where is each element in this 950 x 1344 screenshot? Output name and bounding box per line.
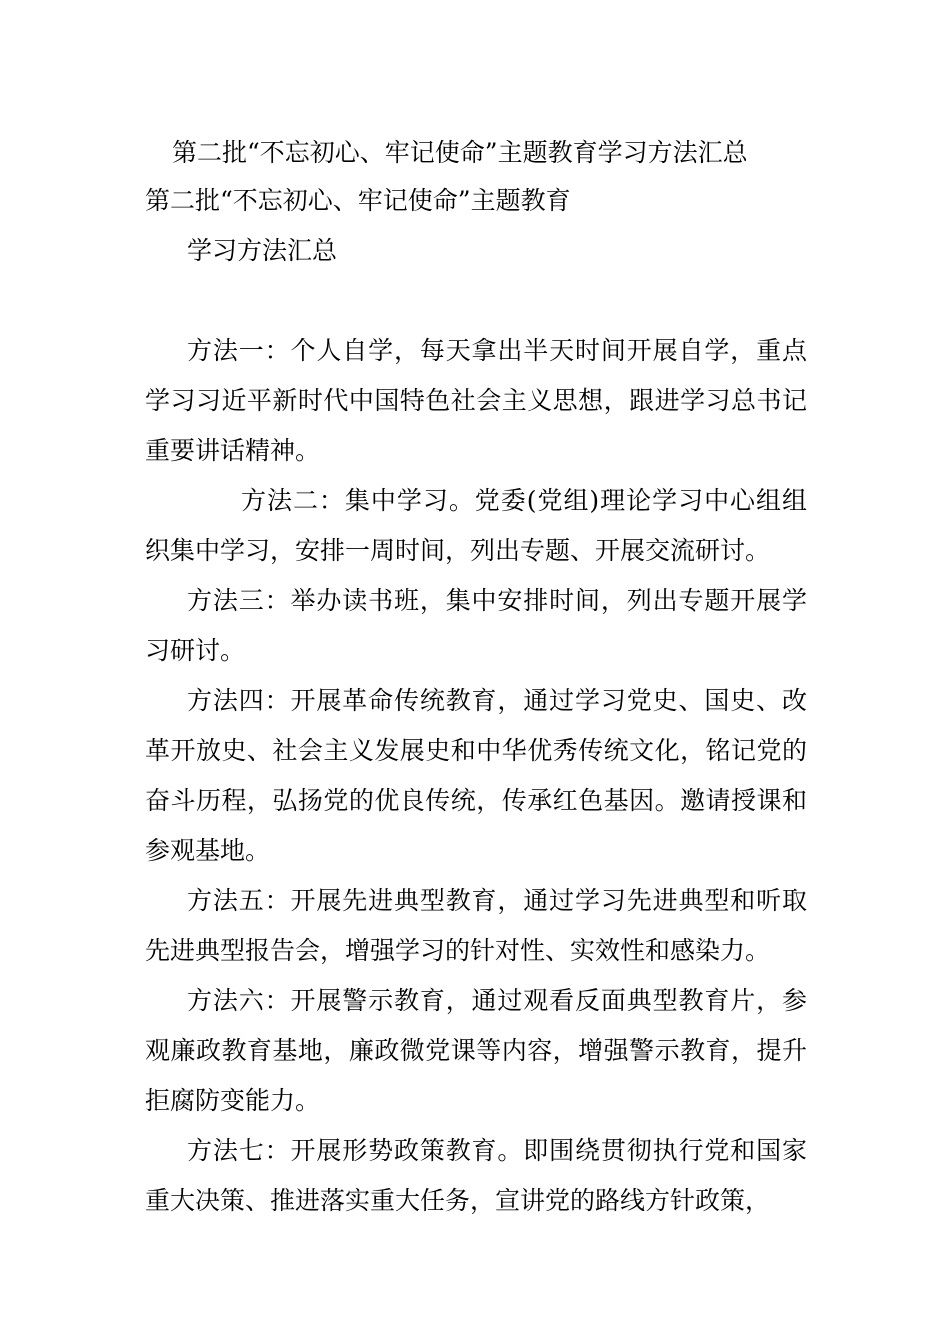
paragraph-method-5: 方法五：开展先进典型教育，通过学习先进典型和听取先进典型报告会，增强学习的针对性、实效性和感染力。 xyxy=(145,886,807,965)
paragraph-method-1: 方法一：个人自学，每天拿出半天时间开展自学，重点学习习近平新时代中国特色社会主义思想，跟进学习总书记重要讲话精神。 xyxy=(145,336,807,465)
subtitle-line-1: 第二批“不忘初心、牢记使命”主题教育 xyxy=(145,186,571,215)
paragraph-method-2: 方法二：集中学习。党委(党组)理论学习中心组组织集中学习，安排一周时间，列出专题、开展交流研讨。 xyxy=(145,486,807,565)
paragraph-method-7: 方法七：开展形势政策教育。即围绕贯彻执行党和国家重大决策、推进落实重大任务，宣讲党的路线方针政策， xyxy=(145,1136,807,1215)
paragraph-method-4: 方法四：开展革命传统教育，通过学习党史、国史、改革开放史、社会主义发展史和中华优秀传统文化，铭记党的奋斗历程，弘扬党的优良传统，传承红色基因。邀请授课和参观基地。 xyxy=(145,686,807,865)
paragraph-method-6: 方法六：开展警示教育，通过观看反面典型教育片，参观廉政教育基地，廉政微党课等内容，增强警示教育，提升拒腐防变能力。 xyxy=(145,986,807,1115)
paragraph-method-3: 方法三：举办读书班，集中安排时间，列出专题开展学习研讨。 xyxy=(145,586,807,665)
subtitle-line-2: 学习方法汇总 xyxy=(187,236,338,265)
main-title: 第二批“不忘初心、牢记使命”主题教育学习方法汇总 xyxy=(172,138,748,167)
